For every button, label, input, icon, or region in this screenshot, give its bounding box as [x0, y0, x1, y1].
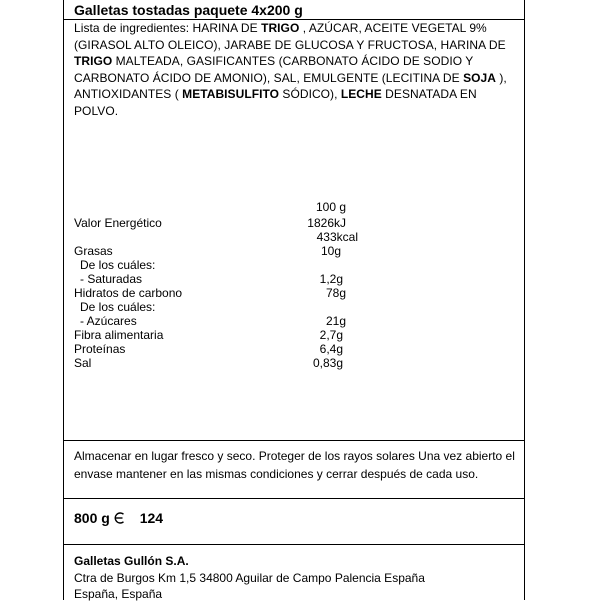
nutrition-label: - Azúcares	[80, 314, 137, 328]
nutrition-value: 1826kJ	[307, 216, 346, 230]
allergen-text: TRIGO	[74, 54, 113, 69]
nutrition-value: 1,2g	[319, 272, 343, 286]
ingredient-text: Lista de ingredientes: HARINA DE	[74, 21, 262, 35]
nutrition-label: De los cuáles:	[80, 300, 156, 314]
allergen-text: TRIGO	[261, 21, 300, 35]
nutrition-label: Sal	[74, 356, 92, 370]
ingredient-text: , AZÚCAR, ACEITE VEGETAL 9% (GIRASOL ALTO OLEICO), JARABE DE GLUCOSA Y FRUCTOSA, HARINA DE	[74, 21, 506, 52]
weight-divider	[63, 498, 525, 499]
net-weight	[74, 510, 163, 526]
nutrition-value: 21g	[325, 314, 346, 328]
manufacturer-divider	[63, 544, 525, 545]
nutrition-value: 0,83g	[312, 356, 343, 370]
nutrition-label: Fibra alimentaria	[74, 328, 164, 342]
ingredient-text: ), ANTIOXIDANTES (	[74, 70, 507, 102]
nutrition-label: De los cuáles:	[80, 258, 156, 272]
nutrition-header: 100 g	[315, 200, 346, 214]
storage-instructions: Almacenar en lugar fresco y seco. Proteger de los rayos solares Una vez abierto el envase mantener en las mismas condiciones y cerrar después de cada uso.	[74, 449, 515, 481]
estimated-sign-icon	[112, 511, 126, 525]
allergen-text: SOJA	[463, 70, 496, 85]
nutrition-label: Valor Energético	[74, 216, 162, 230]
ingredient-text: MALTEADA, GASIFICANTES (CARBONATO ÁCIDO DE SODIO Y CARBONATO ÁCIDO DE AMONIO), SAL, EMULGENTE (LECITINA DE	[74, 54, 474, 85]
ingredients-list	[74, 20, 522, 120]
nutrition-value: 433kcal	[316, 230, 358, 244]
nutrition-value: 78g	[325, 286, 346, 300]
allergen-text: LECHE	[340, 87, 382, 102]
net-weight-value: 800 g	[74, 510, 110, 526]
nutrition-label: Grasas	[74, 244, 113, 258]
nutrition-value: 2,7g	[319, 328, 343, 342]
nutrition-value: 10g	[320, 244, 341, 258]
manufacturer-address: Ctra de Burgos Km 1,5 34800 Aguilar de Campo Palencia España	[74, 571, 425, 585]
nutrition-label: Hidratos de carbono	[74, 286, 183, 300]
nutrition-label: Proteínas	[74, 342, 126, 356]
ingredient-text: SÓDICO),	[279, 87, 341, 102]
manufacturer-name: Galletas Gullón S.A.	[74, 554, 189, 568]
nutrition-label: - Saturadas	[80, 272, 143, 286]
manufacturer-country: España, España	[74, 587, 163, 601]
product-title: Galletas tostadas paquete 4x200 g	[74, 2, 303, 18]
allergen-text: METABISULFITO	[182, 87, 280, 102]
lot-code: 124	[139, 510, 164, 526]
ingredient-text: DESNATADA EN POLVO.	[74, 87, 477, 118]
storage-divider	[63, 440, 525, 441]
nutrition-value: 6,4g	[319, 342, 343, 356]
